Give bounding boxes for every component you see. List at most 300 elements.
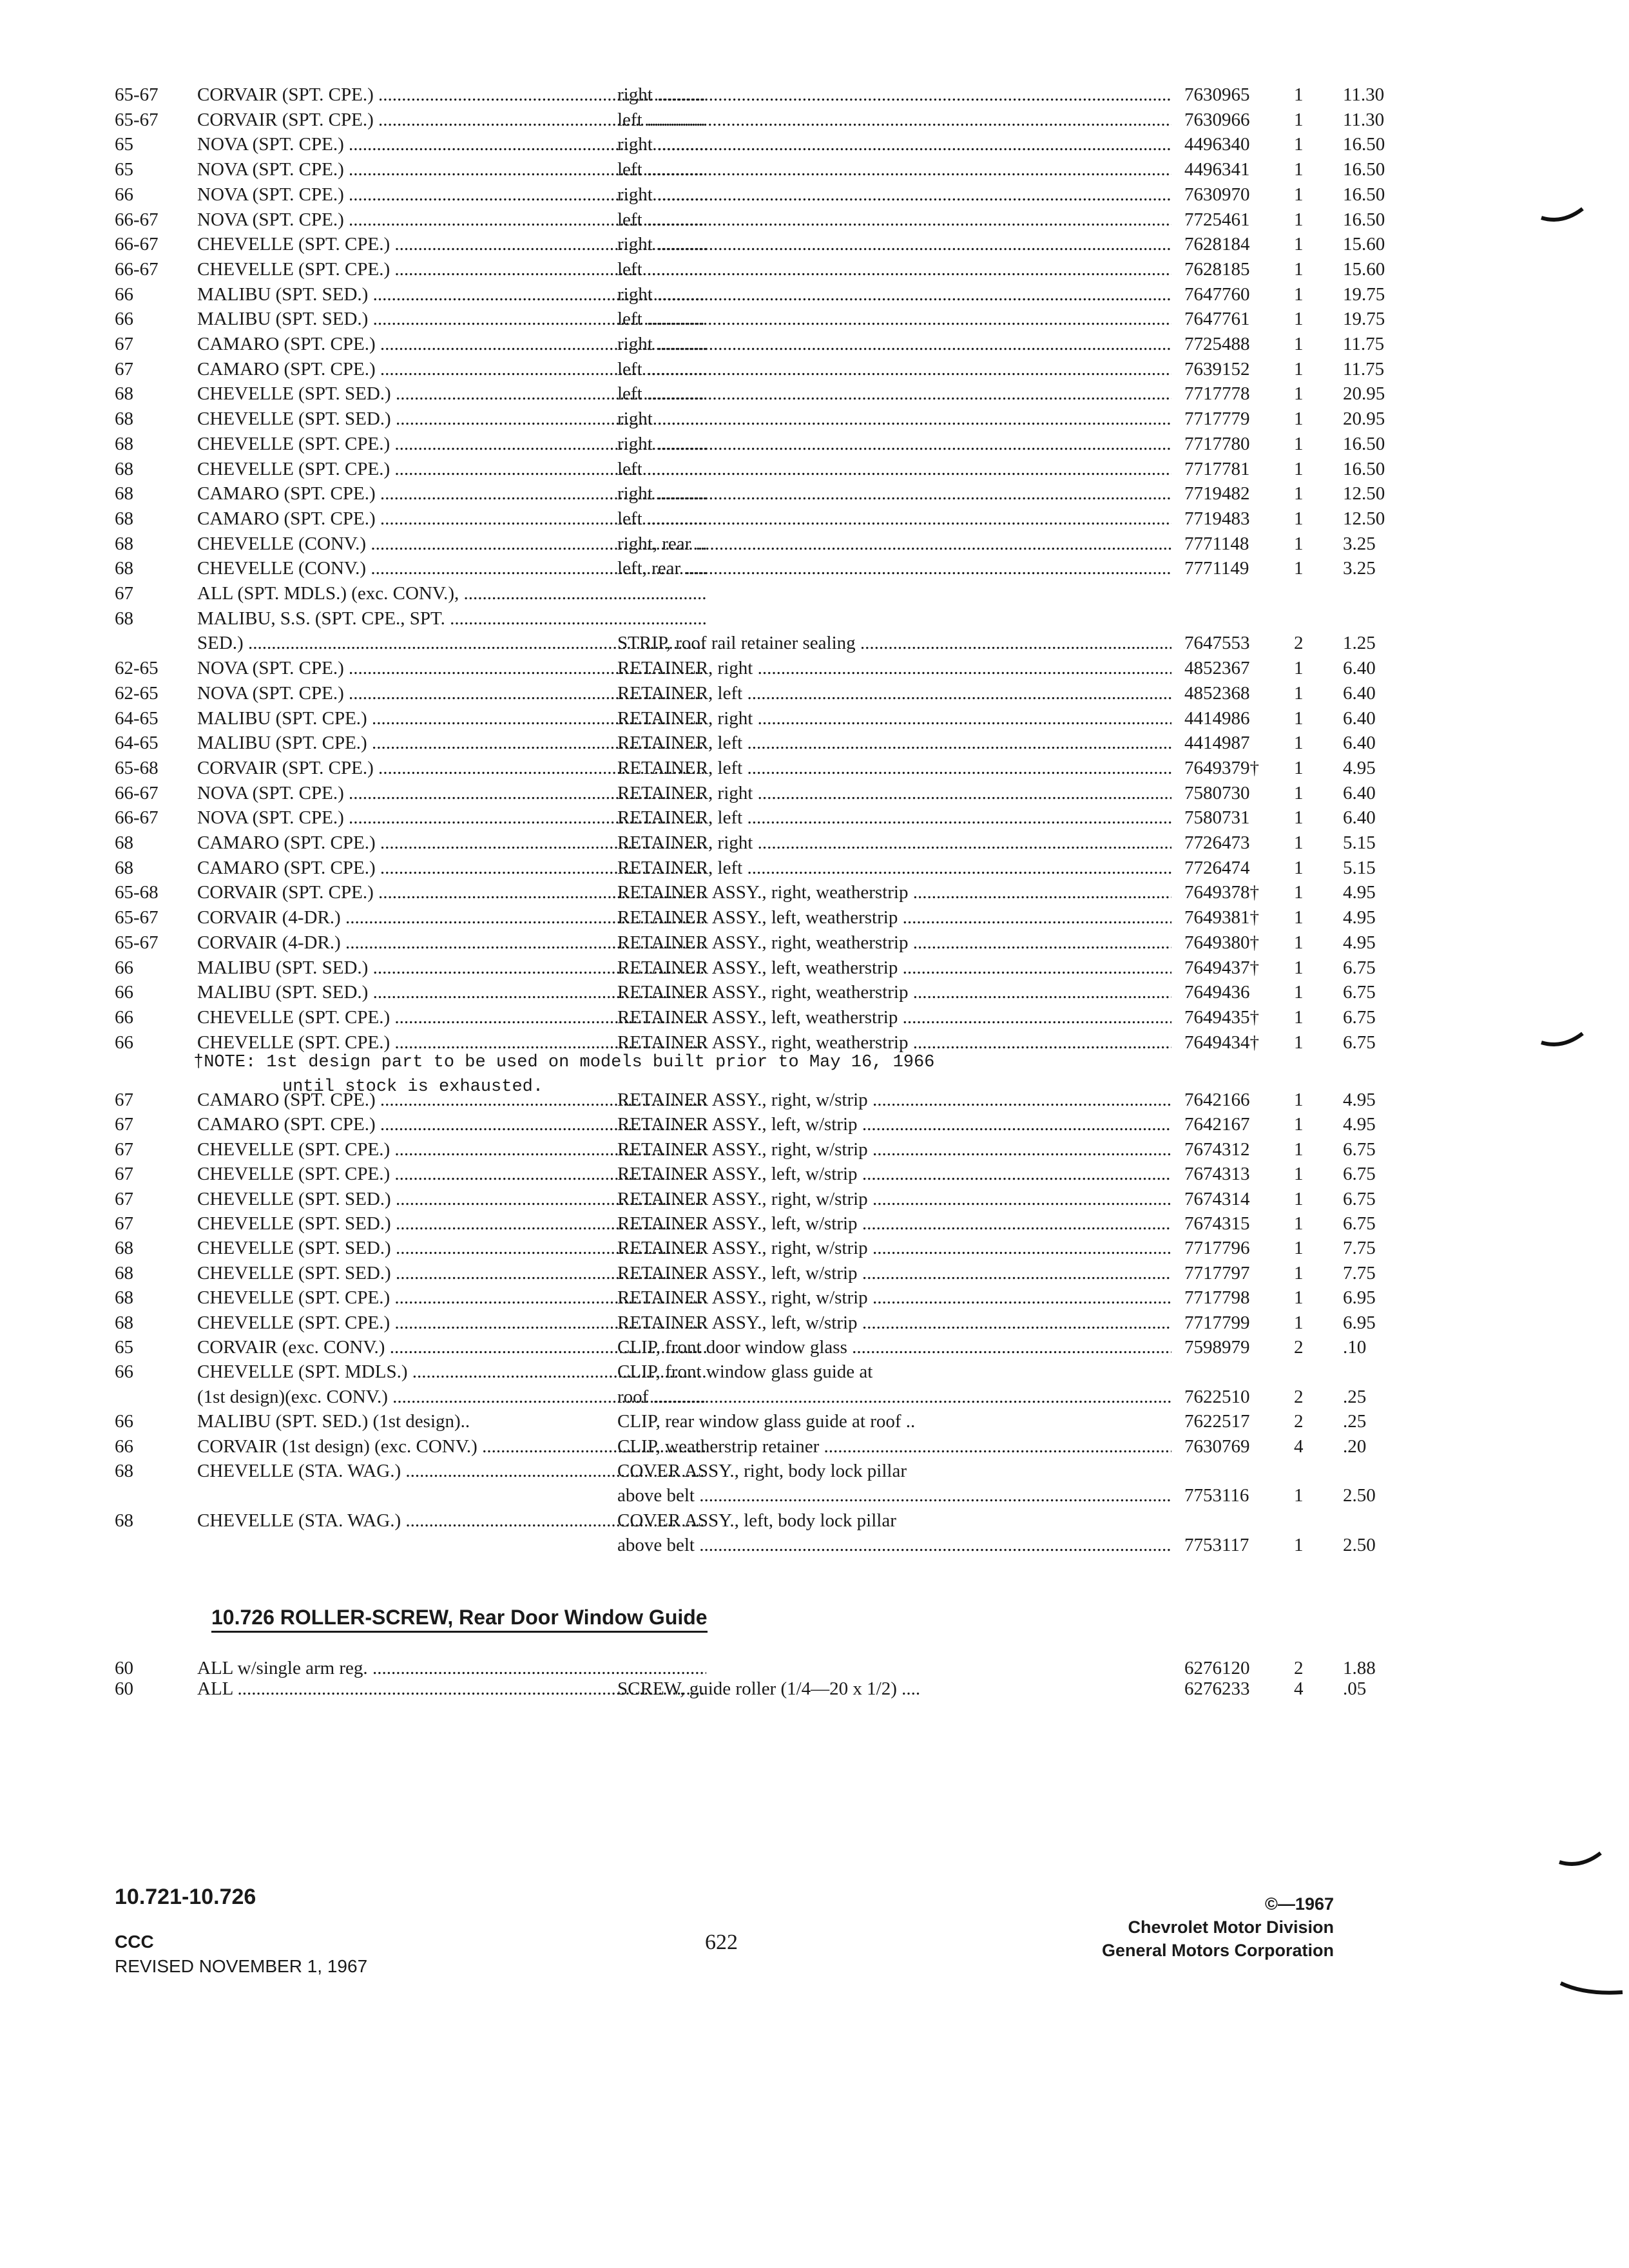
cell-model: CHEVELLE (SPT. CPE.) ..... [197, 457, 706, 481]
cell-qty: 1 [1294, 209, 1304, 230]
cell-desc: RETAINER ASSY., right, weatherstrip ..... [617, 980, 1171, 1004]
cell-qty: 1 [1294, 309, 1304, 330]
cell-model: (1st design)(exc. CONV.) ..... [197, 1385, 706, 1409]
cell-part: 7717797 [1184, 1262, 1250, 1283]
cell-model: CHEVELLE (SPT. CPE.) ..... [197, 257, 706, 282]
cell-desc: CLIP, front window glass guide at [617, 1361, 873, 1383]
cell-price: 12.50 [1343, 508, 1385, 529]
cell-part: 7580731 [1184, 807, 1250, 829]
cell-year: 64-65 [115, 733, 159, 754]
cell-qty: 1 [1294, 508, 1304, 529]
cell-part: 7717796 [1184, 1238, 1250, 1259]
cell-qty: 4 [1294, 1678, 1304, 1699]
cell-year: 67 [115, 1090, 133, 1110]
binding-mark-1 [1540, 205, 1585, 231]
cell-part: 7630965 [1184, 84, 1250, 105]
cell-desc: STRIP, roof rail retainer sealing ..... [617, 631, 1171, 655]
cell-desc: left ..... [617, 357, 1171, 381]
cell-model: CAMARO (SPT. CPE.) ..... [197, 332, 706, 356]
cell-part: 7649437† [1184, 957, 1259, 978]
cell-year: 68 [115, 1312, 133, 1333]
cell-price: 20.95 [1343, 383, 1385, 405]
cell-desc: CLIP, weatherstrip retainer ..... [617, 1434, 1171, 1459]
cell-model: MALIBU, S.S. (SPT. CPE., SPT. ..... [197, 606, 706, 631]
cell-desc: left ..... [617, 381, 1171, 406]
cell-model: CAMARO (SPT. CPE.) ..... [197, 1112, 706, 1137]
cell-desc: COVER ASSY., left, body lock pillar [617, 1510, 896, 1531]
cell-part: 7639152 [1184, 358, 1250, 380]
cell-desc: left ..... [617, 257, 1171, 282]
cell-year: 66 [115, 1006, 133, 1028]
cell-part: 7717781 [1184, 458, 1250, 479]
cell-part: 7580730 [1184, 782, 1250, 803]
cell-desc: right ..... [617, 282, 1171, 307]
cell-qty: 1 [1294, 1114, 1304, 1135]
cell-model: CHEVELLE (SPT. SED.) ..... [197, 1261, 706, 1285]
cell-year: 67 [115, 334, 133, 354]
cell-part: 7649435† [1184, 1006, 1259, 1028]
cell-price: 3.25 [1343, 533, 1376, 554]
cell-desc: above belt ..... [617, 1483, 1171, 1508]
cell-year: 67 [115, 1139, 133, 1160]
cell-qty: 1 [1294, 159, 1304, 180]
cell-year: 66-67 [115, 234, 159, 255]
cell-desc: left ..... [617, 207, 1171, 232]
binding-mark-2 [1540, 1030, 1585, 1055]
cell-qty: 1 [1294, 84, 1304, 105]
cell-model: ALL ..... [197, 1677, 706, 1701]
cell-price: 6.75 [1343, 1188, 1376, 1209]
cell-part: 7642167 [1184, 1114, 1250, 1135]
cell-part: 6276233 [1184, 1678, 1250, 1699]
footnote-line-1: †NOTE: 1st design part to be used on models built prior to May 16, 1966 [193, 1053, 935, 1072]
cell-qty: 1 [1294, 807, 1304, 829]
cell-price: 5.15 [1343, 857, 1376, 878]
cell-model: NOVA (SPT. CPE.) ..... [197, 781, 706, 805]
cell-desc: RETAINER ASSY., right, w/strip ..... [617, 1088, 1171, 1112]
cell-part: 7674313 [1184, 1164, 1250, 1185]
cell-desc: RETAINER, left ..... [617, 756, 1171, 780]
cell-desc: RETAINER, left ..... [617, 731, 1171, 755]
cell-model: CHEVELLE (SPT. CPE.) ..... [197, 1311, 706, 1335]
cell-qty: 1 [1294, 184, 1304, 205]
cell-desc: RETAINER ASSY., left, w/strip ..... [617, 1311, 1171, 1335]
cell-qty: 2 [1294, 1411, 1304, 1432]
cell-price: 6.75 [1343, 1139, 1376, 1160]
cell-qty: 1 [1294, 1262, 1304, 1283]
cell-desc: right ..... [617, 332, 1171, 356]
cell-model: CHEVELLE (SPT. CPE.) ..... [197, 1285, 706, 1310]
cell-year: 66 [115, 1361, 133, 1383]
cell-part: 7649378† [1184, 882, 1259, 903]
cell-year: 67 [115, 1213, 133, 1234]
cell-qty: 1 [1294, 1006, 1304, 1028]
cell-qty: 1 [1294, 558, 1304, 579]
cell-price: 16.50 [1343, 159, 1385, 180]
cell-price: 6.75 [1343, 1164, 1376, 1185]
cell-year: 65-67 [115, 109, 159, 130]
cell-year: 60 [115, 1658, 133, 1678]
cell-qty: 1 [1294, 682, 1304, 704]
cell-qty: 1 [1294, 907, 1304, 928]
cell-year: 67 [115, 1114, 133, 1135]
cell-year: 67 [115, 358, 133, 380]
cell-qty: 1 [1294, 1287, 1304, 1309]
cell-model: CHEVELLE (SPT. SED.) ..... [197, 1236, 706, 1260]
cell-price: 1.88 [1343, 1658, 1376, 1678]
cell-desc: RETAINER ASSY., right, weatherstrip ..... [617, 880, 1171, 905]
cell-part: 7649379† [1184, 757, 1259, 778]
cell-model: CHEVELLE (SPT. CPE.) ..... [197, 1162, 706, 1186]
cell-model: MALIBU (SPT. CPE.) ..... [197, 731, 706, 755]
cell-qty: 2 [1294, 1337, 1304, 1358]
cell-price: 2.50 [1343, 1535, 1376, 1556]
cell-model: CHEVELLE (SPT. SED.) ..... [197, 1187, 706, 1211]
cell-part: 7719482 [1184, 483, 1250, 505]
cell-part: 7725488 [1184, 334, 1250, 354]
cell-qty: 1 [1294, 1139, 1304, 1160]
cell-qty: 1 [1294, 1535, 1304, 1556]
cell-price: 19.75 [1343, 309, 1385, 330]
cell-model: CAMARO (SPT. CPE.) ..... [197, 856, 706, 880]
cell-year: 67 [115, 1164, 133, 1185]
cell-price: 1.25 [1343, 633, 1376, 654]
cell-part: 7630966 [1184, 109, 1250, 130]
cell-qty: 1 [1294, 1188, 1304, 1209]
cell-model: CHEVELLE (SPT. CPE.) ..... [197, 432, 706, 456]
cell-qty: 1 [1294, 1032, 1304, 1053]
cell-model: MALIBU (SPT. CPE.) ..... [197, 706, 706, 731]
cell-year: 68 [115, 1238, 133, 1259]
cell-part: 7647760 [1184, 284, 1250, 305]
cell-price: 6.75 [1343, 1213, 1376, 1234]
cell-desc: RETAINER, left ..... [617, 856, 1171, 880]
cell-model: CHEVELLE (SPT. SED.) ..... [197, 407, 706, 431]
cell-year: 66 [115, 957, 133, 978]
cell-part: 7622517 [1184, 1411, 1250, 1432]
cell-qty: 1 [1294, 882, 1304, 903]
cell-desc: RETAINER, right ..... [617, 706, 1171, 731]
cell-part: 4414987 [1184, 733, 1250, 754]
footer-code: CCC [115, 1932, 154, 1952]
cell-desc: right ..... [617, 132, 1171, 157]
cell-qty: 2 [1294, 633, 1304, 654]
cell-part: 7647553 [1184, 633, 1250, 654]
cell-qty: 1 [1294, 1164, 1304, 1185]
cell-desc: right ..... [617, 182, 1171, 207]
cell-year: 68 [115, 408, 133, 430]
cell-price: 6.75 [1343, 1032, 1376, 1053]
binding-mark-3 [1558, 1849, 1603, 1875]
cell-desc: right ..... [617, 407, 1171, 431]
cell-year: 66 [115, 1411, 133, 1432]
cell-part: 7630769 [1184, 1436, 1250, 1457]
cell-year: 68 [115, 433, 133, 454]
cell-desc: RETAINER ASSY., left, weatherstrip ..... [617, 905, 1171, 930]
cell-price: 19.75 [1343, 284, 1385, 305]
page-number: 622 [705, 1930, 738, 1954]
cell-part: 7717798 [1184, 1287, 1250, 1309]
cell-price: 16.50 [1343, 209, 1385, 230]
cell-price: 6.40 [1343, 682, 1376, 704]
cell-price: .20 [1343, 1436, 1367, 1457]
cell-price: 11.75 [1343, 358, 1385, 380]
cell-qty: 1 [1294, 433, 1304, 454]
cell-model: CAMARO (SPT. CPE.) ..... [197, 481, 706, 506]
cell-qty: 1 [1294, 658, 1304, 679]
cell-part: 7753117 [1184, 1535, 1249, 1556]
cell-part: 4852367 [1184, 658, 1250, 679]
cell-qty: 1 [1294, 782, 1304, 803]
cell-qty: 1 [1294, 533, 1304, 554]
cell-price: 4.95 [1343, 907, 1376, 928]
cell-desc: RETAINER ASSY., right, weatherstrip ..... [617, 930, 1171, 955]
cell-model: CORVAIR (SPT. CPE.) ..... [197, 82, 706, 107]
footer-section-range: 10.721-10.726 [115, 1885, 256, 1909]
cell-qty: 1 [1294, 957, 1304, 978]
cell-part: 7622510 [1184, 1386, 1250, 1407]
cell-desc: roof ..... [617, 1385, 1171, 1409]
cell-model: CHEVELLE (STA. WAG.) ..... [197, 1459, 706, 1483]
cell-part: 7717779 [1184, 408, 1250, 430]
cell-desc: RETAINER, left ..... [617, 681, 1171, 706]
cell-model: NOVA (SPT. CPE.) ..... [197, 681, 706, 706]
cell-model: CAMARO (SPT. CPE.) ..... [197, 1088, 706, 1112]
cell-part: 7674314 [1184, 1188, 1250, 1209]
cell-desc: above belt ..... [617, 1533, 1171, 1557]
cell-desc: right ..... [617, 481, 1171, 506]
cell-price: 6.40 [1343, 782, 1376, 803]
cell-year: 68 [115, 1510, 133, 1531]
cell-price: 4.95 [1343, 1114, 1376, 1135]
cell-year: 66 [115, 309, 133, 330]
cell-year: 68 [115, 608, 133, 629]
cell-model: CHEVELLE (STA. WAG.) ..... [197, 1508, 706, 1533]
cell-price: 6.75 [1343, 982, 1376, 1003]
footer-division: Chevrolet Motor Division [1128, 1917, 1334, 1937]
cell-desc: COVER ASSY., right, body lock pillar [617, 1461, 907, 1481]
cell-year: 66-67 [115, 258, 159, 280]
cell-model: CHEVELLE (SPT. CPE.) ..... [197, 1030, 706, 1055]
cell-part: 7719483 [1184, 508, 1250, 529]
cell-price: 6.40 [1343, 807, 1376, 829]
cell-desc: RETAINER ASSY., left, w/strip ..... [617, 1112, 1171, 1137]
cell-model: CHEVELLE (SPT. SED.) ..... [197, 381, 706, 406]
cell-price: 6.95 [1343, 1312, 1376, 1333]
cell-model: NOVA (SPT. CPE.) ..... [197, 656, 706, 680]
cell-year: 67 [115, 1188, 133, 1209]
cell-qty: 1 [1294, 857, 1304, 878]
cell-price: 6.95 [1343, 1287, 1376, 1309]
cell-part: 7628184 [1184, 234, 1250, 255]
cell-part: 7642166 [1184, 1090, 1250, 1110]
cell-model: NOVA (SPT. CPE.) ..... [197, 207, 706, 232]
cell-model: CHEVELLE (SPT. SED.) ..... [197, 1211, 706, 1236]
cell-model: SED.) ..... [197, 631, 706, 655]
cell-year: 68 [115, 558, 133, 579]
cell-part: 7726474 [1184, 857, 1250, 878]
cell-desc: CLIP, rear window glass guide at roof .. [617, 1411, 916, 1432]
footer-corporation: General Motors Corporation [1101, 1941, 1334, 1960]
cell-part: 7647761 [1184, 309, 1250, 330]
cell-qty: 1 [1294, 1238, 1304, 1259]
cell-price: 2.50 [1343, 1485, 1376, 1506]
cell-qty: 1 [1294, 258, 1304, 280]
cell-desc: RETAINER ASSY., right, w/strip ..... [617, 1236, 1171, 1260]
cell-year: 66 [115, 982, 133, 1003]
cell-year: 68 [115, 533, 133, 554]
cell-price: 6.75 [1343, 1006, 1376, 1028]
cell-price: 16.50 [1343, 134, 1385, 155]
cell-price: 4.95 [1343, 932, 1376, 953]
binding-mark-4 [1559, 1979, 1624, 2005]
cell-year: 66 [115, 1032, 133, 1053]
cell-price: .25 [1343, 1411, 1367, 1432]
cell-part: 7674315 [1184, 1213, 1250, 1234]
cell-price: 20.95 [1343, 408, 1385, 430]
cell-year: 65 [115, 134, 133, 155]
cell-desc: right ..... [617, 82, 1171, 107]
cell-model: CAMARO (SPT. CPE.) ..... [197, 357, 706, 381]
cell-qty: 1 [1294, 1213, 1304, 1234]
cell-model: CHEVELLE (SPT. CPE.) ..... [197, 1005, 706, 1030]
cell-model: CORVAIR (exc. CONV.) ..... [197, 1335, 706, 1360]
cell-price: 12.50 [1343, 483, 1385, 505]
cell-model: ALL w/single arm reg. ..... [197, 1656, 706, 1680]
cell-desc: left ..... [617, 506, 1171, 531]
cell-year: 68 [115, 383, 133, 405]
cell-year: 62-65 [115, 682, 159, 704]
cell-qty: 1 [1294, 134, 1304, 155]
cell-qty: 1 [1294, 832, 1304, 853]
cell-model: CHEVELLE (SPT. MDLS.) ..... [197, 1360, 706, 1384]
cell-year: 60 [115, 1678, 133, 1699]
cell-price: 7.75 [1343, 1238, 1376, 1259]
cell-model: CHEVELLE (SPT. CPE.) ..... [197, 232, 706, 256]
cell-desc: RETAINER, right ..... [617, 781, 1171, 805]
cell-year: 65-67 [115, 84, 159, 105]
cell-model: NOVA (SPT. CPE.) ..... [197, 132, 706, 157]
cell-part: 7726473 [1184, 832, 1250, 853]
cell-qty: 1 [1294, 1090, 1304, 1110]
cell-qty: 1 [1294, 1312, 1304, 1333]
cell-desc: RETAINER, right ..... [617, 831, 1171, 855]
cell-desc: RETAINER ASSY., right, w/strip ..... [617, 1187, 1171, 1211]
cell-price: 6.40 [1343, 707, 1376, 729]
cell-price: 11.30 [1343, 109, 1385, 130]
cell-price: .25 [1343, 1386, 1367, 1407]
cell-year: 68 [115, 1287, 133, 1309]
cell-desc: right, rear ..... [617, 532, 1171, 556]
cell-model: MALIBU (SPT. SED.) ..... [197, 980, 706, 1004]
cell-model: CORVAIR (4-DR.) ..... [197, 930, 706, 955]
cell-year: 65-67 [115, 907, 159, 928]
cell-desc: RETAINER, right ..... [617, 656, 1171, 680]
cell-year: 65 [115, 1337, 133, 1358]
cell-year: 68 [115, 1262, 133, 1283]
cell-price: 6.40 [1343, 733, 1376, 754]
footer-copyright: ©—1967 [1265, 1894, 1334, 1914]
cell-qty: 1 [1294, 358, 1304, 380]
cell-model: CORVAIR (4-DR.) ..... [197, 905, 706, 930]
cell-price: 11.30 [1343, 84, 1385, 105]
cell-desc: RETAINER ASSY., left, w/strip ..... [617, 1162, 1171, 1186]
cell-year: 66-67 [115, 807, 159, 829]
cell-desc: RETAINER ASSY., right, weatherstrip ..... [617, 1030, 1171, 1055]
cell-part: 7649436 [1184, 982, 1250, 1003]
cell-year: 67 [115, 583, 133, 604]
cell-qty: 1 [1294, 458, 1304, 479]
cell-price: 16.50 [1343, 458, 1385, 479]
cell-model: CHEVELLE (SPT. CPE.) ..... [197, 1137, 706, 1162]
cell-part: 7753116 [1184, 1485, 1249, 1506]
cell-year: 68 [115, 508, 133, 529]
cell-model: NOVA (SPT. CPE.) ..... [197, 805, 706, 830]
cell-qty: 2 [1294, 1658, 1304, 1678]
cell-year: 62-65 [115, 658, 159, 679]
cell-part: 7649380† [1184, 932, 1259, 953]
cell-price: .05 [1343, 1678, 1367, 1699]
cell-desc: RETAINER ASSY., left, weatherstrip ..... [617, 1005, 1171, 1030]
cell-model: NOVA (SPT. CPE.) ..... [197, 182, 706, 207]
cell-part: 7649381† [1184, 907, 1259, 928]
cell-year: 66-67 [115, 782, 159, 803]
cell-desc: left ..... [617, 108, 1171, 132]
cell-price: 7.75 [1343, 1262, 1376, 1283]
cell-year: 68 [115, 483, 133, 505]
cell-desc: left ..... [617, 457, 1171, 481]
cell-qty: 1 [1294, 109, 1304, 130]
cell-year: 66 [115, 184, 133, 205]
cell-qty: 1 [1294, 1485, 1304, 1506]
cell-year: 65-67 [115, 932, 159, 953]
cell-part: 7649434† [1184, 1032, 1259, 1053]
cell-price: 16.50 [1343, 433, 1385, 454]
cell-price: 4.95 [1343, 882, 1376, 903]
cell-price: 4.95 [1343, 757, 1376, 778]
cell-part: 7771149 [1184, 558, 1249, 579]
cell-qty: 1 [1294, 733, 1304, 754]
cell-desc: RETAINER ASSY., right, w/strip ..... [617, 1137, 1171, 1162]
cell-qty: 1 [1294, 707, 1304, 729]
cell-price: 15.60 [1343, 258, 1385, 280]
cell-desc: right ..... [617, 232, 1171, 256]
cell-qty: 1 [1294, 408, 1304, 430]
cell-part: 4496340 [1184, 134, 1250, 155]
cell-year: 66 [115, 284, 133, 305]
cell-model: CHEVELLE (CONV.) ..... [197, 556, 706, 581]
cell-model: NOVA (SPT. CPE.) ..... [197, 157, 706, 182]
cell-part: 7630970 [1184, 184, 1250, 205]
cell-year: 66-67 [115, 209, 159, 230]
cell-desc: right ..... [617, 432, 1171, 456]
cell-qty: 4 [1294, 1436, 1304, 1457]
cell-qty: 1 [1294, 383, 1304, 405]
cell-qty: 1 [1294, 284, 1304, 305]
cell-price: 5.15 [1343, 832, 1376, 853]
cell-year: 66 [115, 1436, 133, 1457]
cell-desc: left ..... [617, 157, 1171, 182]
cell-part: 7628185 [1184, 258, 1250, 280]
cell-model: MALIBU (SPT. SED.) (1st design).. [197, 1411, 470, 1432]
cell-year: 64-65 [115, 707, 159, 729]
footnote-line-2: until stock is exhausted. [282, 1077, 544, 1097]
cell-desc: RETAINER, left ..... [617, 805, 1171, 830]
cell-part: 7674312 [1184, 1139, 1250, 1160]
cell-desc: left ..... [617, 307, 1171, 331]
cell-desc: SCREW, guide roller (1/4—20 x 1/2) .... [617, 1678, 921, 1699]
cell-part: 4496341 [1184, 159, 1250, 180]
